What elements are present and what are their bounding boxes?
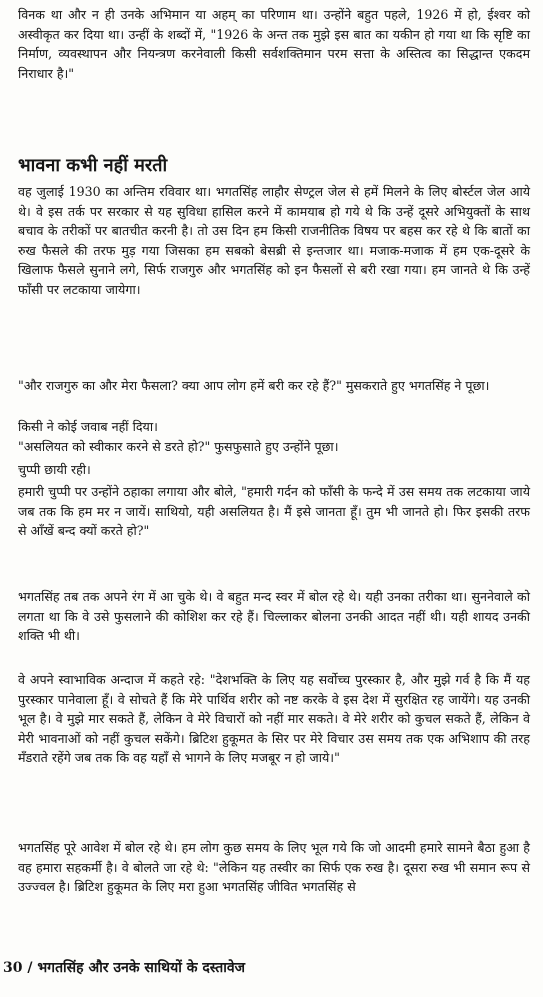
paragraph-9: वे अपने स्वाभाविक अन्दाज में कहते रहे: "देशभक्ति के लिए यह सर्वोच्च पुरस्कार है, और मुझे गर्व है कि मैं यह पुरस्कार पानेवाला हूँ। वे सोचते हैं कि मेरे पार्थिव शरीर को नष्ट करके वे इस देश में सुरक्षित रह जायेंगे। यह उनकी भूल है। वे मुझे मार सकते हैं, लेकिन वे मेरे विचारों को नहीं मार सकते। वे मेरे शरीर को कुचल सकते हैं, लेकिन वे मेरी भावनाओं को नहीं कुचल सकेंगे। ब्रिटिश हुकूमत के सिर पर मेरे विचार उस समय तक एक अभिशाप की तरह मँडराते रहेंगे जब तक कि वह यहाँ से भागने के लिए मजबूर न हो जाये।" [18, 672, 530, 766]
paragraph-4: किसी ने कोई जवाब नहीं दिया। [18, 419, 158, 434]
paragraph-6: चुप्पी छायी रही। [18, 462, 91, 477]
paragraph-3: "और राजगुरु का और मेरा फैसला? क्या आप लोग हमें बरी कर रहे हैं?" मुसकराते हुए भगतसिंह ने पूछा। [18, 378, 490, 393]
section-heading: भावना कभी नहीं मरती [18, 155, 168, 176]
paragraph-8: भगतसिंह तब तक अपने रंग में आ चुके थे। वे बहुत मन्द स्वर में बोल रहे थे। यही उनका तरीका था। सुननेवाले को लगता था कि वे उसे फुसलाने की कोशिश कर रहे हैं। चिल्लाकर बोलना उनकी आदत नहीं थी। यही शायद उनकी शक्ति भी थी। [18, 589, 530, 644]
paragraph-10: भगतसिंह पूरे आवेश में बोल रहे थे। हम लोग कुछ समय के लिए भूल गये कि जो आदमी हमारे सामने बैठा हुआ है वह हमारा सहकर्मी है। वे बोलते जा रहे थे: "लेकिन यह तस्वीर का सिर्फ एक रुख है। दूसरा रुख भी समान रूप से उज्ज्वल है। ब्रिटिश हुकूमत के लिए मरा हुआ भगतसिंह जीवित भगतसिंह से [18, 840, 530, 895]
paragraph-1: विनक था और न ही उनके अभिमान या अहम् का परिणाम था। उन्होंने बहुत पहले, 1926 में हो, ईश्वर को अस्वीकृत कर दिया था। उन्हीं के शब्दों में, "1926 के अन्त तक मुझे इस बात का यकीन हो गया था कि सृष्टि का निर्माण, व्यवस्थापन और नियन्त्रण करनेवाली किसी सर्वशक्तिमान परम सत्ता के अस्तित्व का सिद्धान्त एकदम निराधार है।" [18, 7, 530, 81]
page-footer: 30 / भगतसिंह और उनके साथियों के दस्तावेज [3, 960, 246, 976]
paragraph-5: "असलियत को स्वीकार करने से डरते हो?" फुसफुसाते हुए उन्होंने पूछा। [18, 439, 339, 454]
paragraph-7: हमारी चुप्पी पर उन्होंने ठहाका लगाया और बोले, "हमारी गर्दन को फाँसी के फन्दे में उस समय तक लटकाया जाये जब तक कि हम मर न जायें। साथियो, यही असलियत है। मैं इसे जानता हूँ। तुम भी जानते हो। फिर इसकी तरफ से आँखें बन्द क्यों करते हो?" [18, 484, 530, 539]
paragraph-2: वह जुलाई 1930 का अन्तिम रविवार था। भगतसिंह लाहौर सेण्ट्रल जेल से हमें मिलने के लिए बोर्स्टल जेल आये थे। वे इस तर्क पर सरकार से यह सुविधा हासिल करने में कामयाब हो गये थे कि उन्हें दूसरे अभियुक्तों के साथ बचाव के तरीकों पर बातचीत करनी है। तो उस दिन हम किसी राजनीतिक विषय पर बहस कर रहे थे कि बातों का रुख फैसले की तरफ मुड़ गया जिसका हम सबको बेसब्री से इन्तजार था। मजाक-मजाक में हम एक-दूसरे के खिलाफ फैसले सुनाने लगे, सिर्फ राजगुरु और भगतसिंह को इन फैसलों से बरी रखा गया। हम जानते थे कि उन्हें फाँसी पर लटकाया जायेगा। [18, 184, 530, 297]
